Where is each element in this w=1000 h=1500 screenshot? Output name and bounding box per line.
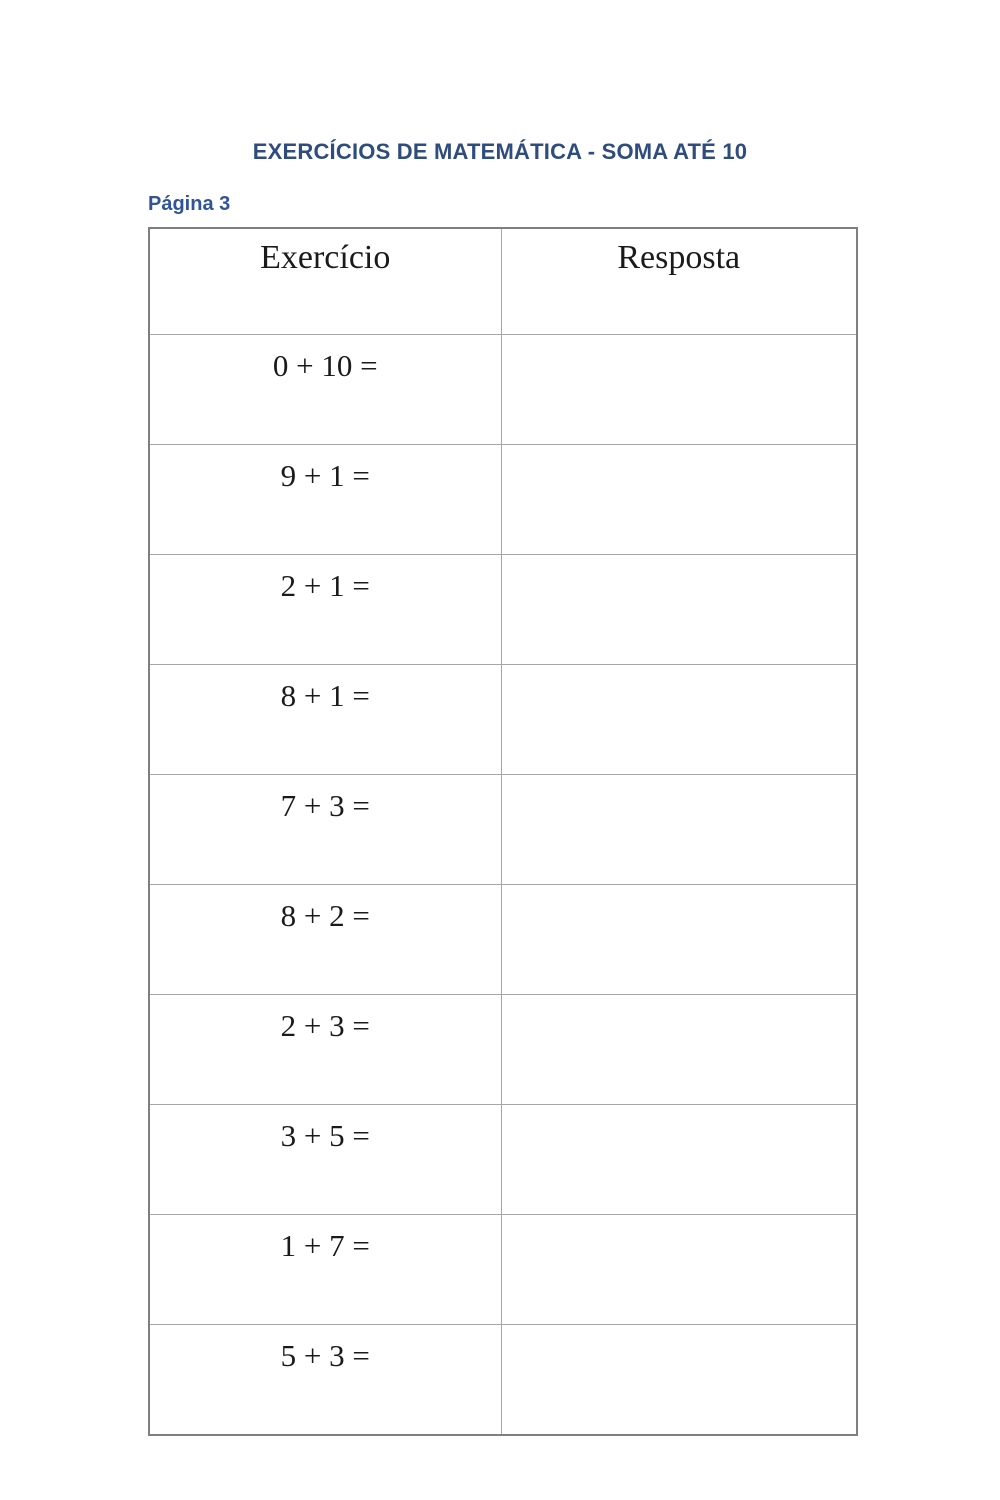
exercise-cell: 9 + 1 =	[149, 445, 501, 555]
exercise-cell: 7 + 3 =	[149, 775, 501, 885]
table-row	[149, 555, 857, 665]
answer-cell	[501, 555, 857, 665]
table-row	[149, 1215, 857, 1325]
exercise-cell: 0 + 10 =	[149, 335, 501, 445]
answer-cell	[501, 335, 857, 445]
table-row	[149, 885, 857, 995]
answer-cell	[501, 665, 857, 775]
table-row	[149, 665, 857, 775]
exercise-table	[148, 227, 858, 1436]
table-row	[149, 1325, 857, 1436]
exercise-cell: 2 + 3 =	[149, 995, 501, 1105]
exercise-cell: 1 + 7 =	[149, 1215, 501, 1325]
table-row	[149, 335, 857, 445]
exercise-cell: 8 + 1 =	[149, 665, 501, 775]
table-row	[149, 1105, 857, 1215]
header-exercise: Exercício	[149, 228, 501, 335]
answer-cell	[501, 995, 857, 1105]
answer-cell	[501, 885, 857, 995]
page-number-label: Página 3	[148, 193, 231, 215]
answer-cell	[501, 775, 857, 885]
page-title: EXERCÍCIOS DE MATEMÁTICA - SOMA ATÉ 10	[252, 139, 748, 164]
table-row	[149, 995, 857, 1105]
answer-cell	[501, 1215, 857, 1325]
table-row	[149, 445, 857, 555]
header-answer: Resposta	[501, 228, 857, 335]
answer-cell	[501, 445, 857, 555]
answer-cell	[501, 1325, 857, 1436]
answer-cell	[501, 1105, 857, 1215]
exercise-cell: 2 + 1 =	[149, 555, 501, 665]
table-row	[149, 775, 857, 885]
exercise-cell: 5 + 3 =	[149, 1325, 501, 1436]
table-header-row	[149, 228, 857, 335]
exercise-cell: 8 + 2 =	[149, 885, 501, 995]
exercise-cell: 3 + 5 =	[149, 1105, 501, 1215]
